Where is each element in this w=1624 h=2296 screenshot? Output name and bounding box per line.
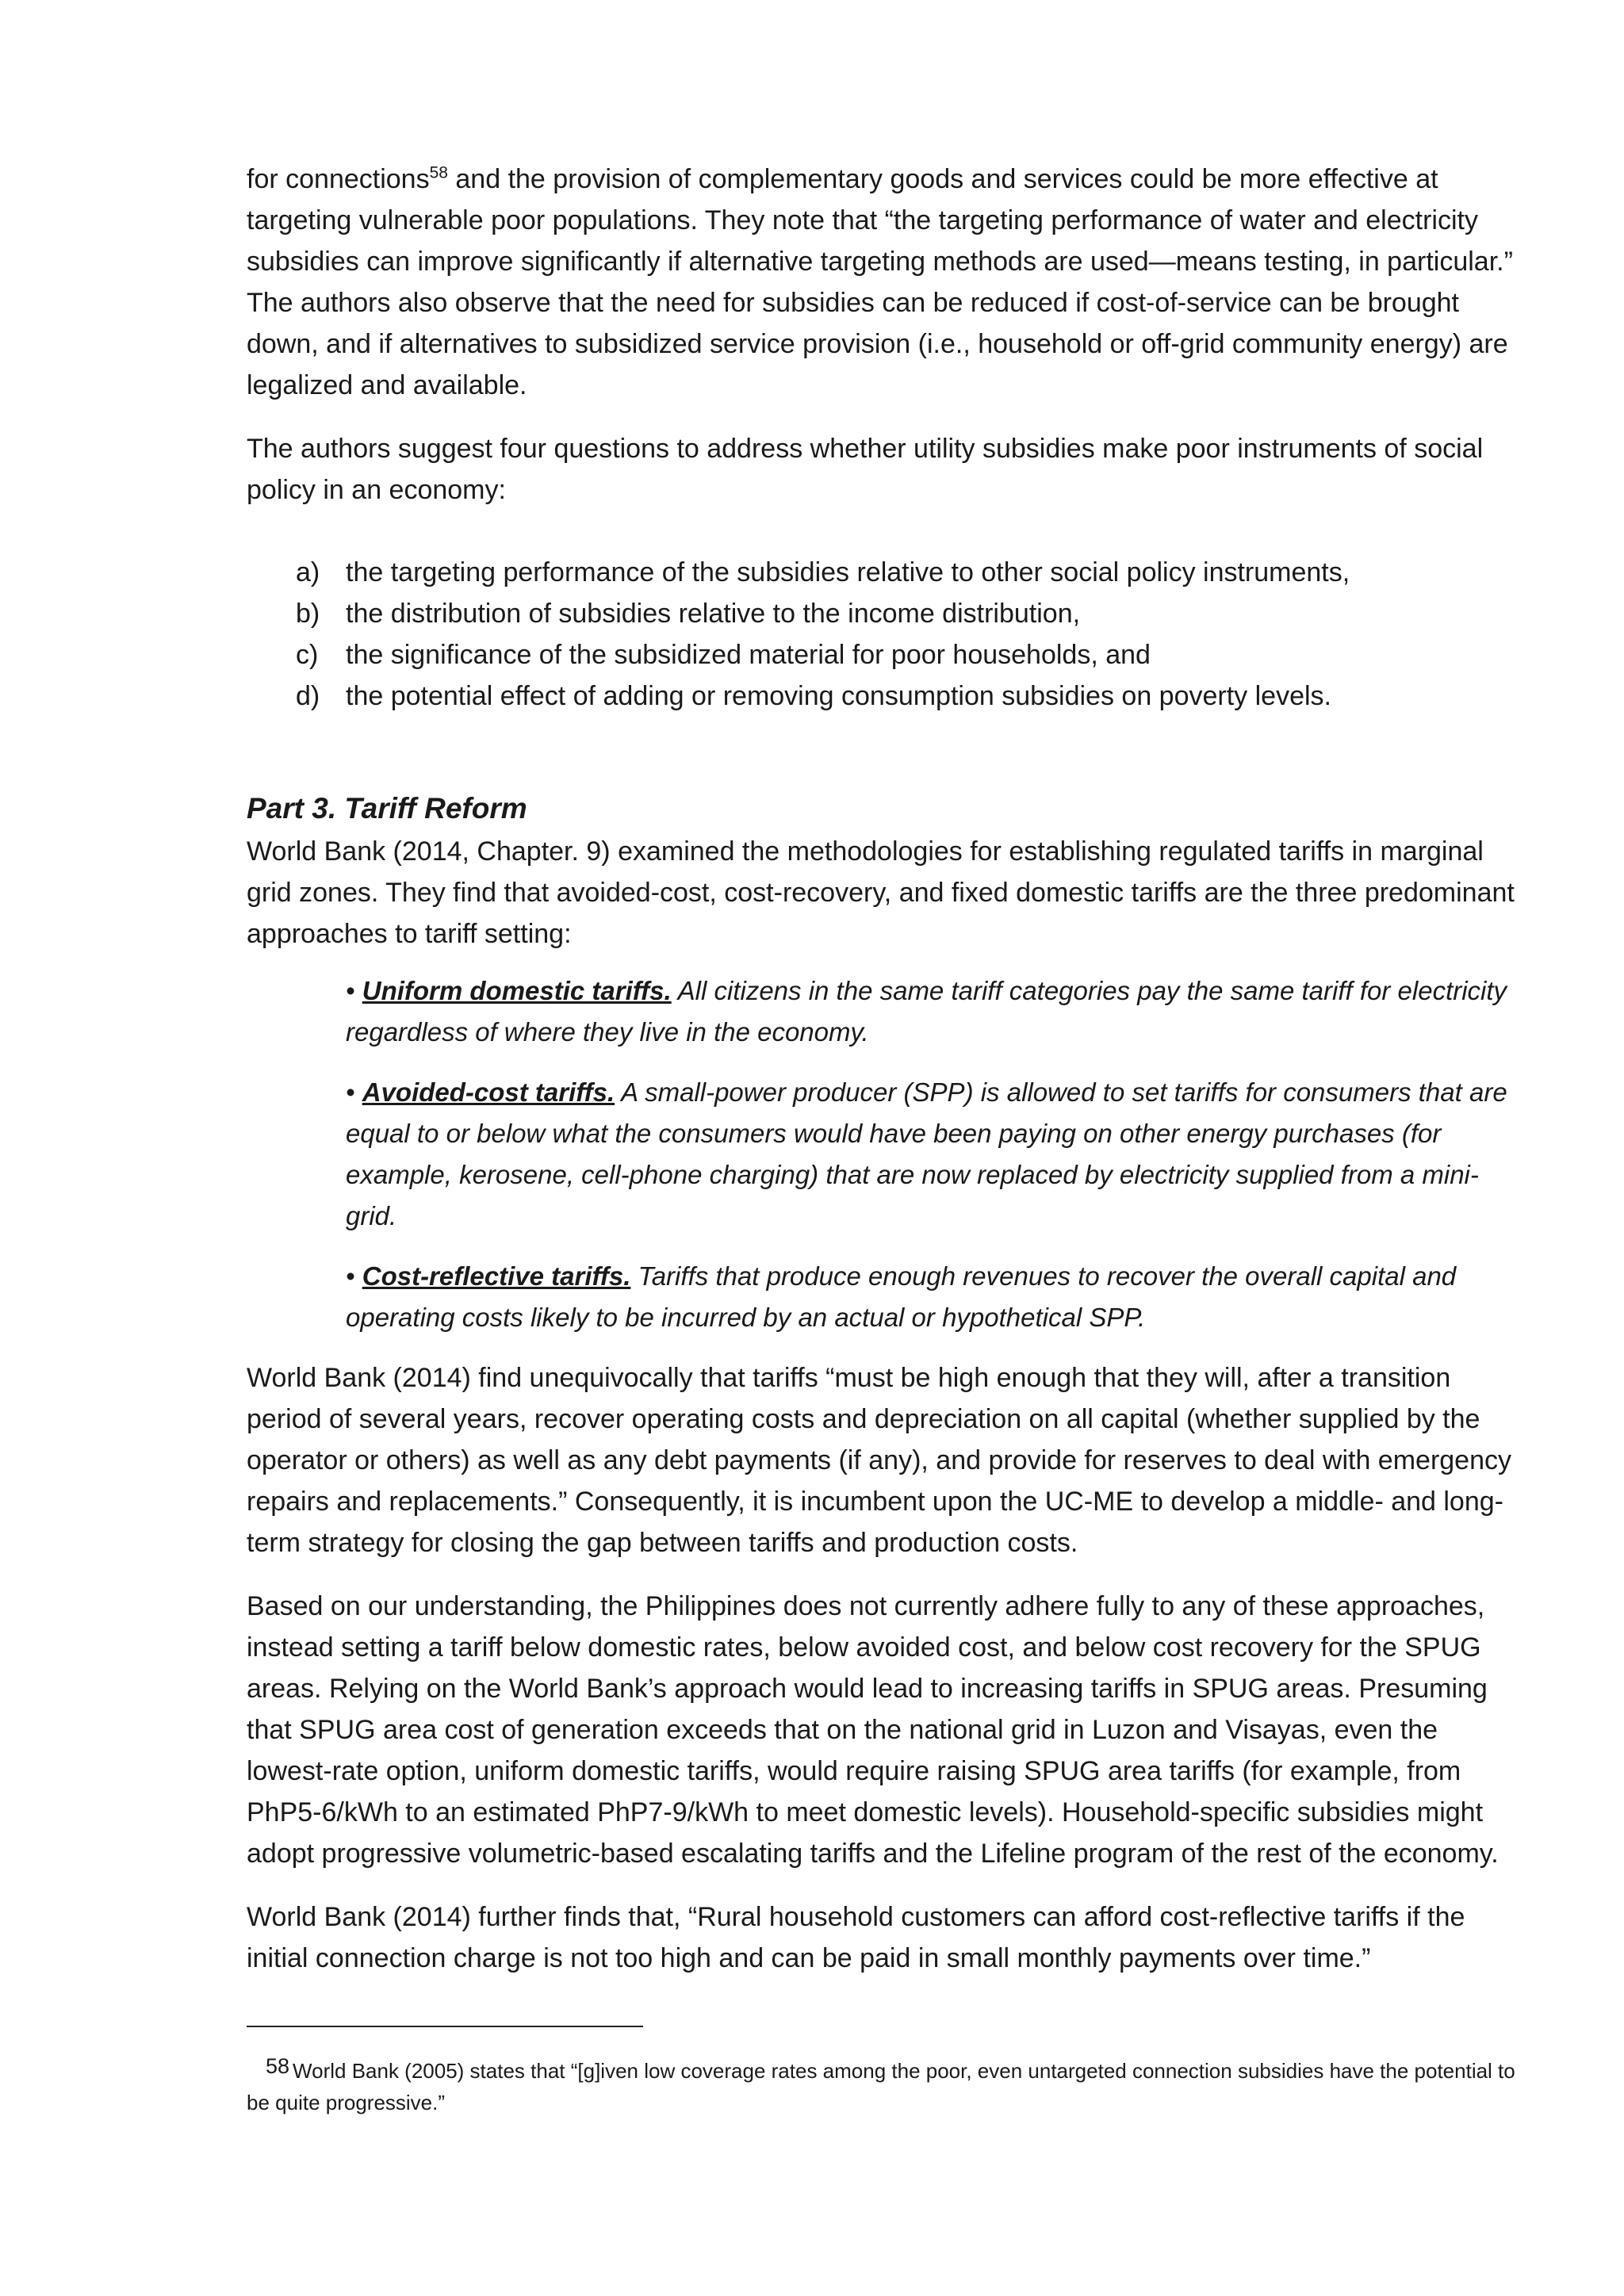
list-item [247,552,1515,593]
question-list [247,552,1515,717]
bullet-symbol: • [346,976,355,1005]
footnote-text: World Bank (2005) states that “[g]iven low coverage rates among the poor, even untargeted connection subsidies have the potential to be quite progressive.” [247,2059,1515,2114]
paragraph-3: World Bank (2014, Chapter. 9) examined the methodologies for establishing regulated tariffs in marginal grid zones. They find that avoided-cost, cost-recovery, and fixed domestic tariffs are the three predominant approaches to tariff setting: [247,836,1515,949]
bullet-term: Cost-reflective tariffs. [362,1261,631,1291]
bullet-text: All citizens in the same tariff categories pay the same tariff for electricity regardless of where they live in the economy. [346,976,1507,1047]
bullet-text: Tariffs that produce enough revenues to recover the overall capital and operating costs likely to be incurred by an actual or hypothetical SPP. [346,1261,1457,1332]
paragraph-1-text-start: for connections [247,164,430,194]
footnote [247,2055,1515,2118]
footnote-divider [247,2026,643,2027]
section-heading: Part 3. Tariff Reform [247,792,527,825]
tariff-bullet-list [346,970,1515,1338]
list-item-text: the targeting performance of the subsidies relative to other social policy instruments, [346,557,1350,587]
main-text-block-section [247,786,1515,2001]
footnote-reference[interactable]: 58 [429,163,448,182]
list-item-text: the significance of the subsidized material for poor households, and [346,640,1151,670]
list-marker: d) [296,681,320,711]
bullet-symbol: • [346,1261,355,1291]
list-marker: a) [296,557,320,587]
paragraph-1-text-end: and the provision of complementary goods and services could be more effective at targeting vulnerable poor populations. They note that “the targeting performance of water and electricity subsidies can improve significantly if alternative targeting methods are used—means testing, in particular.” The authors also observe that the need for subsidies can be reduced if cost-of-service can be brought down, and if alternatives to subsidized service provision (i.e., household or off-grid community energy) are legalized and available. [247,164,1513,400]
main-text-block-top [247,159,1515,717]
bullet-symbol: • [346,1077,355,1107]
bullet-uniform-domestic [346,970,1515,1053]
bullet-text: A small-power producer (SPP) is allowed to set tariffs for consumers that are equal to or below what the consumers would have been paying on other energy purchases (for example, kerosene, cell-phone charging) that are now replaced by electricity supplied from a mini-grid. [346,1077,1507,1230]
paragraph-6: World Bank (2014) further finds that, “Rural household customers can afford cost-reflective tariffs if the initial connection charge is not too high and can be paid in small monthly payments over time.” [247,1902,1465,1973]
footnote-number: 58 [266,2054,290,2078]
list-marker: b) [296,599,320,629]
paragraph-1 [247,159,1515,406]
bullet-term: Uniform domestic tariffs. [362,976,672,1005]
list-item [247,593,1515,634]
paragraph-4: World Bank (2014) find unequivocally that tariffs “must be high enough that they will, after a transition period of several years, recover operating costs and depreciation on all capital (whether supplied by the operator or others) as well as any debt payments (if any), and provide for reserves to deal with emergency repairs and replacements.” Consequently, it is incumbent upon the UC-ME to develop a middle- and long-term strategy for closing the gap between tariffs and production costs. [247,1363,1511,1558]
list-item [247,634,1515,675]
list-item-text: the potential effect of adding or removing consumption subsidies on poverty levels. [346,681,1331,711]
list-item-text: the distribution of subsidies relative to the income distribution, [346,599,1081,629]
paragraph-5: Based on our understanding, the Philippines does not currently adhere fully to any of these approaches, instead setting a tariff below domestic rates, below avoided cost, and below cost recovery for the SPUG areas. Relying on the World Bank’s approach would lead to increasing tariffs in SPUG areas. Presuming that SPUG area cost of generation exceeds that on the national grid in Luzon and Visayas, even the lowest-rate option, uniform domestic tariffs, would require raising SPUG area tariffs (for example, from PhP5-6/kWh to an estimated PhP7-9/kWh to meet domestic levels). Household-specific subsidies might adopt progressive volumetric-based escalating tariffs and the Lifeline program of the rest of the economy. [247,1591,1499,1869]
list-item [247,675,1515,717]
bullet-term: Avoided-cost tariffs. [362,1077,615,1107]
bullet-cost-reflective [346,1256,1515,1338]
paragraph-2: The authors suggest four questions to address whether utility subsidies make poor instruments of social policy in an economy: [247,434,1484,505]
bullet-avoided-cost [346,1072,1515,1237]
list-marker: c) [296,640,319,670]
